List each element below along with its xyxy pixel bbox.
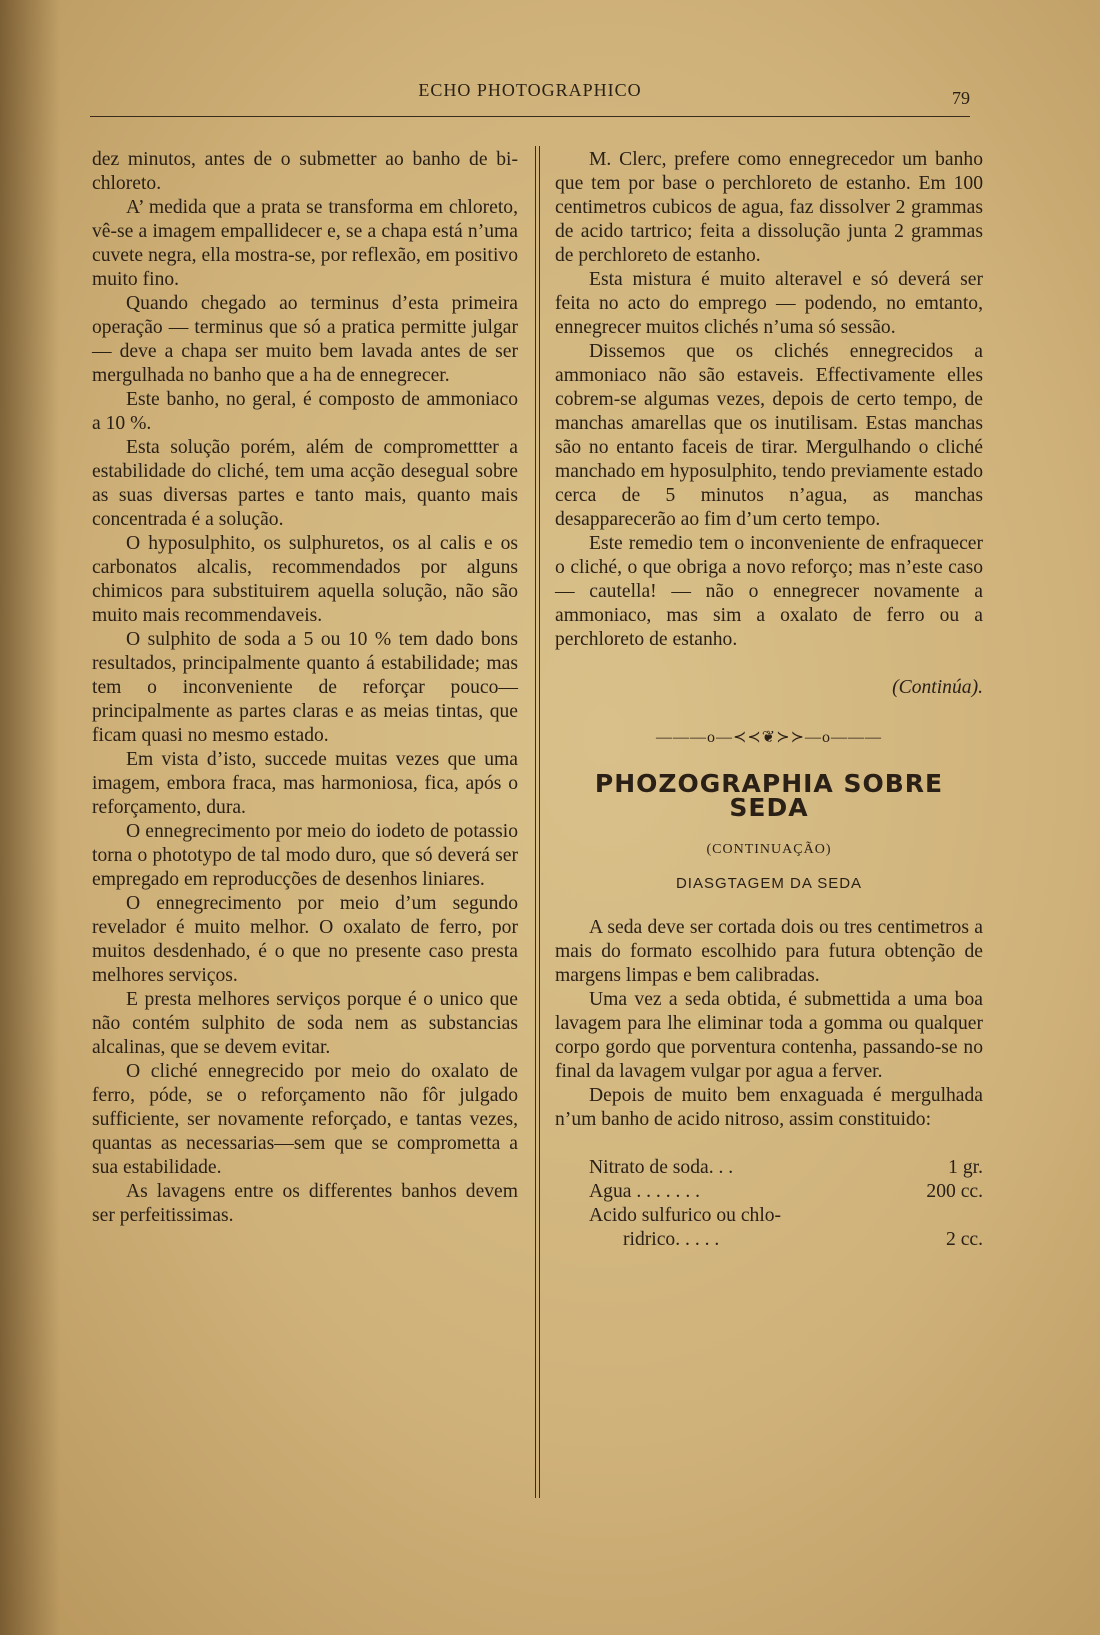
paragraph: Quando chegado ao terminus d’esta primeira operação — terminus que só a pratica permitte julgar — deve a chapa ser muito bem lavada antes de ser mergulhada no banho que a ha de ennegrecer.: [92, 293, 518, 386]
paragraph: O ennegrecimento por meio do iodeto de potassio torna o phototypo de tal modo duro, que só deverá ser empregado em reproducções de desenhos liniares.: [92, 821, 518, 890]
paragraph: As lavagens entre os differentes banhos devem ser perfeitissimas.: [92, 1181, 518, 1226]
recipe-item: Nitrato de soda. . .: [589, 1157, 734, 1178]
paragraph: O hyposulphito, os sulphuretos, os al calis e os carbonatos alcalis, recommendados por alguns chimicos para substituirem aquella solução, não são muito mais recommendaveis.: [92, 533, 518, 626]
paragraph: Este remedio tem o inconveniente de enfraquecer o cliché, o que obriga a novo reforço; mas n’este caso — cautella! — não o ennegrecer novamente a ammoniaco, mas sim a oxalato de ferro ou a perchloreto de estanho.: [555, 533, 983, 650]
paragraph: O ennegrecimento por meio d’um segundo revelador é muito melhor. O oxalato de ferro, por muitos desdenhado, é o que no presente caso presta melhores serviços.: [92, 893, 518, 986]
column-divider: [535, 146, 540, 1498]
section-heading: DIASGTAGEM DA SEDA: [675, 875, 863, 892]
paragraph: Este banho, no geral, é composto de ammoniaco a 10 %.: [92, 389, 518, 434]
recipe-table: [555, 1156, 983, 1252]
paragraph: M. Clerc, prefere como ennegrecedor um banho que tem por base o perchloreto de estanho. Em 100 centimetros cubicos de agua, faz dissolver 2 grammas de acido tartrico; feita a dissolução junta 2 grammas de perchloreto de estanho.: [555, 149, 983, 266]
right-column: [555, 148, 983, 1252]
recipe-item: Agua . . . . . . .: [589, 1181, 701, 1202]
page-gutter-shadow: [0, 0, 60, 1635]
paragraph: dez minutos, antes de o submetter ao banho de bi-chloreto.: [92, 149, 518, 194]
paragraph: Esta solução porém, além de compromettter a estabilidade do cliché, tem uma acção desegual sobre as suas diversas partes e tanto mais, quanto mais concentrada é a solução.: [92, 437, 518, 530]
continued-note: (Continúa).: [892, 677, 983, 698]
recipe-item: ridrico. . . . .: [623, 1229, 720, 1250]
recipe-row: [555, 1180, 983, 1204]
recipe-qty: [893, 1204, 983, 1228]
page-number: 79: [952, 88, 970, 108]
paragraph: O cliché ennegrecido por meio do oxalato de ferro, póde, se o reforçamento não fôr julgado sufficiente, ser novamente reforçado, e tantas vezes, quantas as necessarias—sem que se comprometta a sua estabilidade.: [92, 1061, 518, 1178]
recipe-row: [555, 1204, 983, 1228]
left-column: [92, 148, 518, 1228]
paragraph: E presta melhores serviços porque é o unico que não contém sulphito de soda nem as substancias alcalinas, que se devem evitar.: [92, 989, 518, 1058]
running-title: ECHO PHOTOGRAPHICO: [418, 80, 642, 100]
recipe-qty: 2 cc.: [946, 1229, 983, 1250]
paragraph: Em vista d’isto, succede muitas vezes que uma imagem, embora fraca, mas harmoniosa, fica, após o reforçamento, dura.: [92, 749, 518, 818]
recipe-row: [555, 1156, 983, 1180]
paragraph: Esta mistura é muito alteravel e só deverá ser feita no acto do emprego — podendo, no emtanto, ennegrecer muitos clichés n’uma só sessão.: [555, 269, 983, 338]
paragraph: Uma vez a seda obtida, é submettida a uma boa lavagem para lhe eliminar toda a gomma ou qualquer corpo gordo que porventura contenha, passando-se no final da lavagem vulgar por agua a ferver.: [555, 989, 983, 1082]
page-header: [90, 78, 970, 118]
recipe-qty: 1 gr.: [948, 1157, 983, 1178]
section-ornament: ———o—≺≺❦≻≻—o———: [655, 729, 883, 746]
header-rule: [90, 116, 970, 117]
paragraph: A seda deve ser cortada dois ou tres centimetros a mais do formato escolhido para futura obtenção de margens limpas e bem calibradas.: [555, 917, 983, 986]
paragraph: Dissemos que os clichés ennegrecidos a ammoniaco não são estaveis. Effectivamente elles cobrem-se algumas vezes, depois de certo tempo, de manchas amarellas que os inutilisam. Estas manchas são no entanto faceis de tirar. Mergulhando o cliché manchado em hyposulphito, tendo previamente estado cerca de 5 minutos n’agua, as manchas desapparecerão ao fim d’um certo tempo.: [555, 341, 983, 530]
section-title: PHOZOGRAPHIA SOBRE SEDA: [594, 769, 944, 822]
recipe-item: Acido sulfurico ou chlo-: [589, 1205, 782, 1226]
paragraph: O sulphito de soda a 5 ou 10 % tem dado bons resultados, principalmente quanto á estabilidade; mas tem o inconveniente de reforçar pouco—principalmente as partes claras e as meias tintas, que ficam quasi no mesmo estado.: [92, 629, 518, 746]
recipe-qty: 200 cc.: [926, 1181, 983, 1202]
paragraph: A’ medida que a prata se transforma em chloreto, vê-se a imagem empallidecer e, se a chapa está n’uma cuvete negra, ella mostra-se, por reflexão, em positivo muito fino.: [92, 197, 518, 290]
recipe-row: [555, 1228, 983, 1252]
paragraph: Depois de muito bem enxaguada é mergulhada n’um banho de acido nitroso, assim constituido:: [555, 1085, 983, 1130]
section-subtitle: (CONTINUAÇÃO): [706, 842, 832, 857]
